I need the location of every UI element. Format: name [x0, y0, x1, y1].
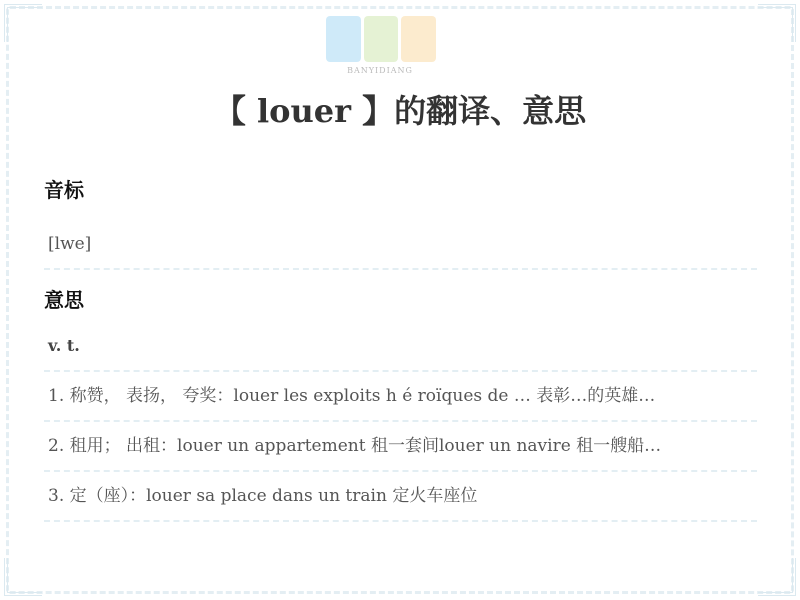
site-logo[interactable]	[326, 16, 436, 62]
logo-block	[364, 16, 399, 62]
logo-subtitle: BANYIDIANG	[347, 66, 413, 75]
phonetic-heading: 音标	[44, 178, 84, 202]
page-title: 【 louer 】的翻译、意思	[213, 92, 587, 130]
corner-ornament	[758, 4, 796, 42]
corner-ornament	[4, 558, 42, 596]
meaning-item: 1. 称赞， 表扬， 夸奖：louer les exploits h é roïques de … 表彰…的英雄…	[44, 372, 757, 422]
logo-block	[326, 16, 361, 62]
logo-block	[401, 16, 436, 62]
phonetic-value: [lwe]	[44, 220, 757, 270]
meaning-item: 3. 定（座）：louer sa place dans un train 定火车座位	[44, 472, 757, 522]
meaning-heading: 意思	[44, 288, 84, 312]
dictionary-entry	[44, 168, 757, 522]
corner-ornament	[758, 558, 796, 596]
corner-ornament	[4, 4, 42, 42]
part-of-speech: v. t.	[44, 322, 757, 372]
meaning-item: 2. 租用； 出租：louer un appartement 租一套间louer un navire 租一艘船…	[44, 422, 757, 472]
